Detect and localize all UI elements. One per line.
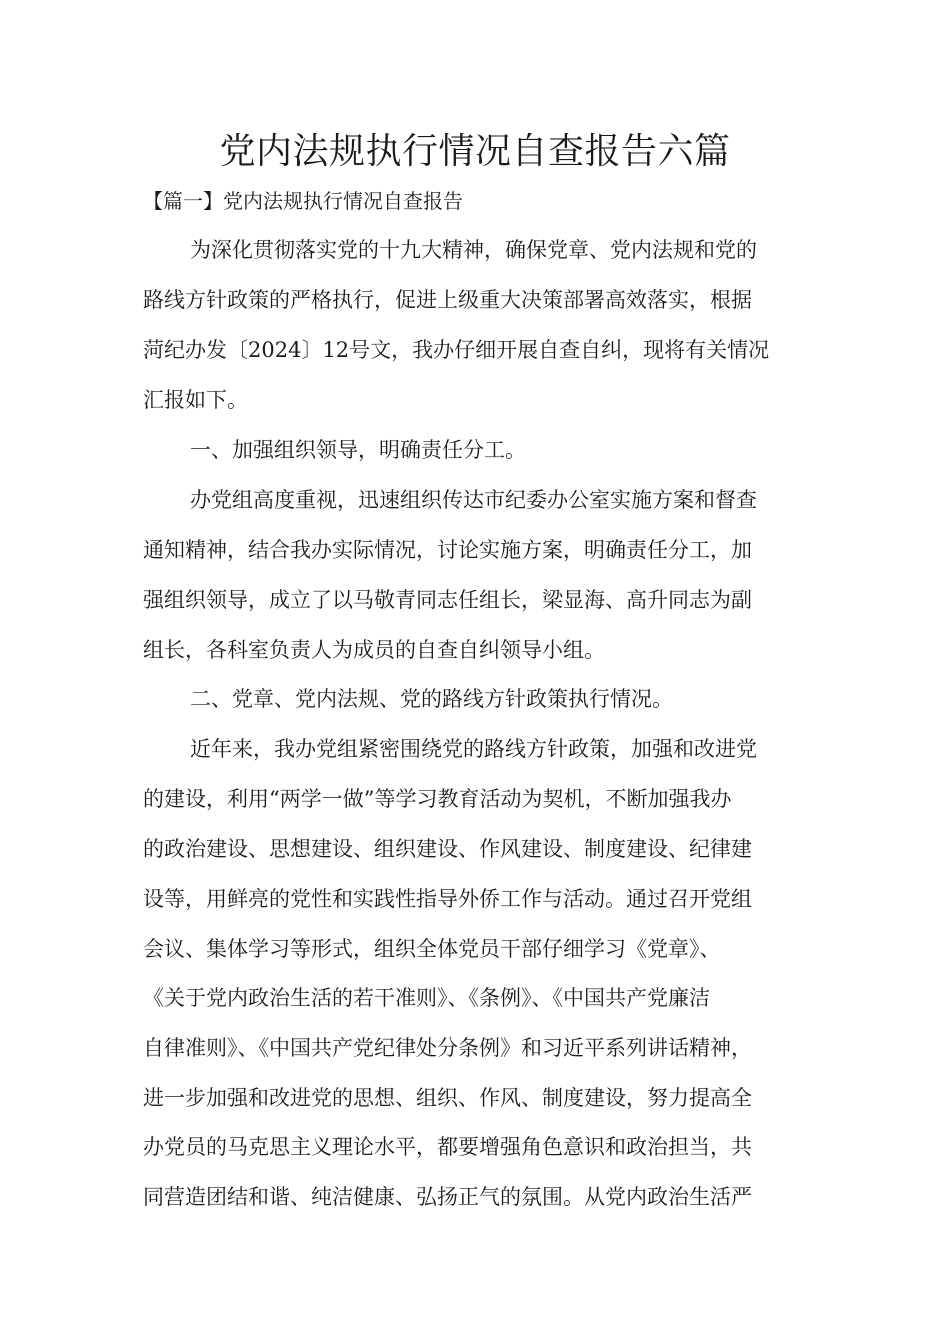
paragraph-line: 同营造团结和谐、纯洁健康、弘扬正气的氛围。从党内政治生活严 xyxy=(143,1185,752,1209)
paragraph-line: 为深化贯彻落实党的十九大精神，确保党章、党内法规和党的 xyxy=(190,238,757,262)
section-heading: 二、党章、党内法规、党的路线方针政策执行情况。 xyxy=(190,687,673,711)
paragraph-line: 办党员的马克思主义理论水平，都要增强角色意识和政治担当，共 xyxy=(143,1135,752,1159)
paragraph-line: 强组织领导，成立了以马敬青同志任组长，梁显海、高升同志为副 xyxy=(143,588,752,612)
paragraph-line: 会议、集体学习等形式，组织全体党员干部仔细学习《党章》、 xyxy=(143,937,721,961)
document-title: 党内法规执行情况自查报告六篇 xyxy=(219,131,731,172)
paragraph-line: 近年来，我办党组紧密围绕党的路线方针政策，加强和改进党 xyxy=(190,737,757,761)
paragraph-line: 的建设，利用“两学一做”等学习教育活动为契机，不断加强我办 xyxy=(143,787,732,811)
section-subtitle: 【篇一】党内法规执行情况自查报告 xyxy=(143,189,463,213)
paragraph-line: 组长，各科室负责人为成员的自查自纠领导小组。 xyxy=(143,638,605,662)
paragraph-line: 设等，用鲜亮的党性和实践性指导外侨工作与活动。通过召开党组 xyxy=(143,887,752,911)
paragraph-line: 的政治建设、思想建设、组织建设、作风建设、制度建设、纪律建 xyxy=(143,837,752,861)
section-heading: 一、加强组织领导，明确责任分工。 xyxy=(190,438,526,462)
paragraph-line: 菏纪办发〔2024〕12号文，我办仔细开展自查自纠，现将有关情况 xyxy=(143,338,770,362)
paragraph-line: 《关于党内政治生活的若干准则》、《条例》、《中国共产党廉洁 xyxy=(143,986,710,1010)
paragraph-line: 通知精神，结合我办实际情况，讨论实施方案，明确责任分工，加 xyxy=(143,538,752,562)
paragraph-line: 自律准则》、《中国共产党纪律处分条例》和习近平系列讲话精神， xyxy=(143,1036,752,1060)
paragraph-line: 汇报如下。 xyxy=(143,388,248,412)
paragraph-line: 路线方针政策的严格执行，促进上级重大决策部署高效落实，根据 xyxy=(143,288,752,312)
paragraph-line: 办党组高度重视，迅速组织传达市纪委办公室实施方案和督查 xyxy=(190,488,757,512)
paragraph-line: 进一步加强和改进党的思想、组织、作风、制度建设，努力提高全 xyxy=(143,1086,752,1110)
